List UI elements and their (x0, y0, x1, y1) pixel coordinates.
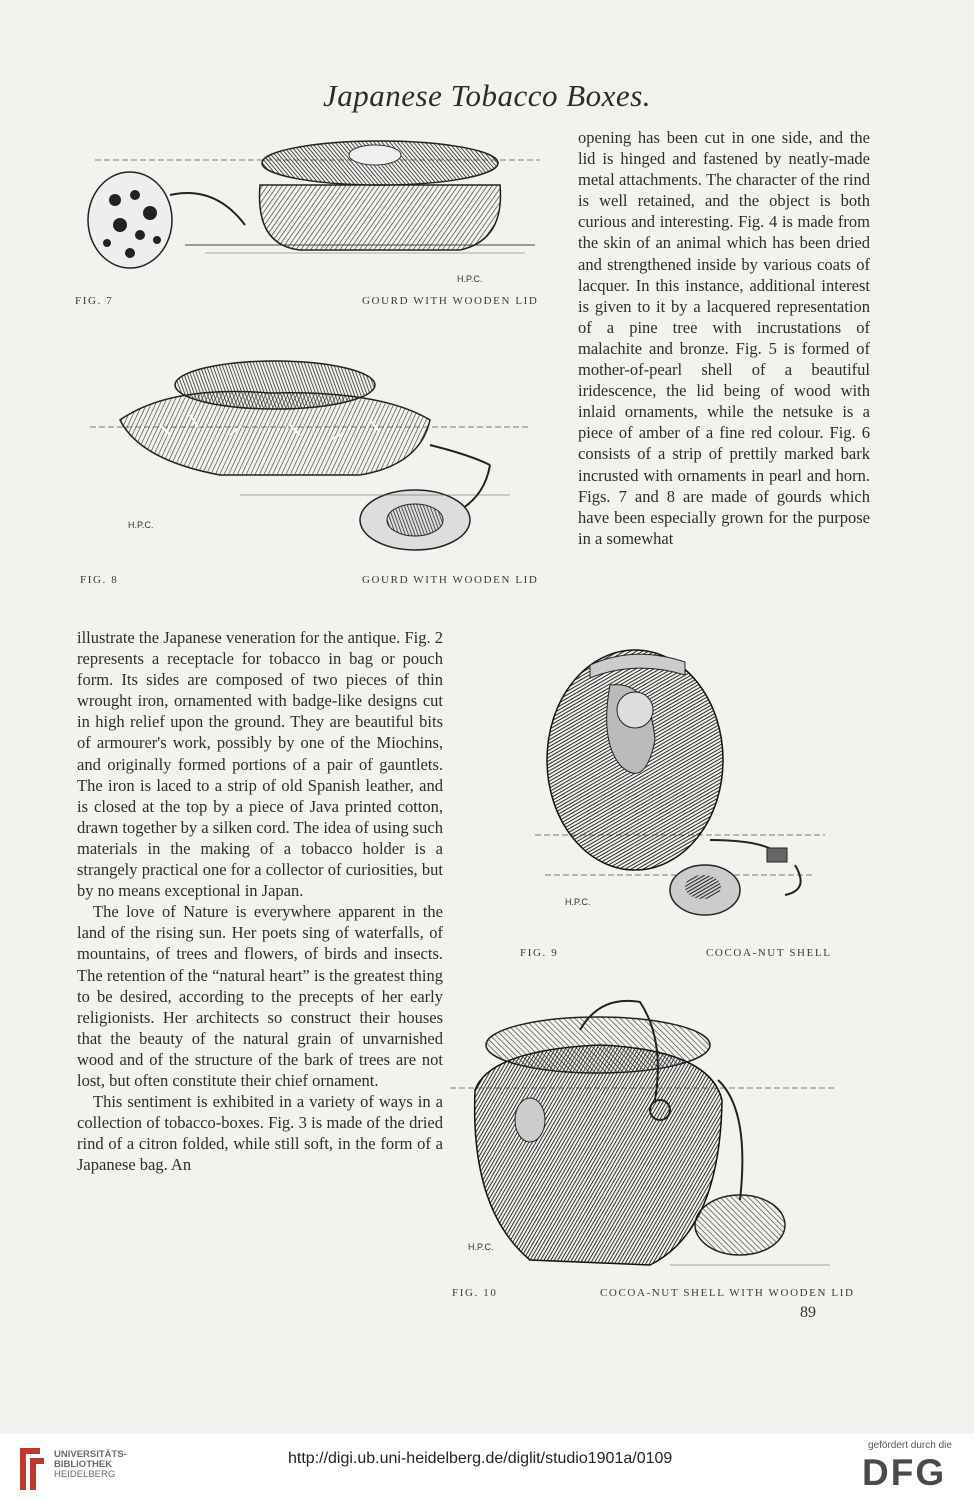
fig-10-artist-initials: H.P.C. (468, 1242, 494, 1252)
fig-7-illustration (85, 125, 545, 285)
fig-9-artist-initials: H.P.C. (565, 897, 591, 907)
library-name-line-3: HEIDELBERG (54, 1469, 116, 1480)
fig-9-caption: COCOA-NUT SHELL (706, 947, 832, 959)
fig-8-illustration (90, 345, 550, 570)
fig-9-label: FIG. 9 (520, 947, 559, 959)
library-logo-icon (10, 1440, 50, 1495)
source-url-link[interactable]: http://digi.ub.uni-heidelberg.de/diglit/studio1901a/0109 (288, 1450, 673, 1467)
dfg-logo: DFG (862, 1452, 947, 1493)
body-paragraph-2: The love of Nature is everywhere apparent in the land of the rising sun. Her poets sing of waterfalls, of mountains, of trees and flowers, of birds and insects. The retention of the “natural heart” is the greatest thing to be desired, according to the precepts of her early religionists. Her architects so construct their houses that the beauty of the natural grain of unvarnished wood and of the structure of the bark of trees are not lost, but often constitute their chief ornament. (77, 902, 443, 1090)
left-text-column (77, 627, 443, 1175)
fig-8-label: FIG. 8 (80, 574, 119, 586)
right-column-paragraph: opening has been cut in one side, and the lid is hinged and fastened by neatly-made metal attachments. The character of the rind is well retained, and the object is both curious and interesting. Fig. 4 is made from the skin of an animal which has been dried and strengthened inside by various coats of lacquer. In this instance, additional interest is given to it by a lacquered representation of a pine tree with incrustations of malachite and bronze. Fig. 5 is formed of mother-of-pearl shell of a beautiful iridescence, the lid being of wood with inlaid ornaments, while the netsuke is a piece of amber of a fine red colour. Fig. 6 consists of a strip of prettily marked bark incrusted with ornaments in pearl and horn. Figs. 7 and 8 are made of gourds which have been especially grown for the purpose in a somewhat (578, 128, 870, 548)
library-name-line-1: UNIVERSITÄTS- (54, 1449, 127, 1460)
fig-10-caption: COCOA-NUT SHELL WITH WOODEN LID (600, 1287, 855, 1299)
funding-label: gefördert durch die (868, 1440, 952, 1451)
fig-8-artist-initials: H.P.C. (128, 520, 154, 530)
right-text-column (578, 127, 870, 549)
library-name (54, 1450, 127, 1480)
page-title: Japanese Tobacco Boxes. (322, 78, 652, 113)
fig-10-illustration (450, 990, 850, 1275)
fig-10-label: FIG. 10 (452, 1287, 498, 1299)
body-paragraph-3: This sentiment is exhibited in a variety of ways in a collection of tobacco-boxes. Fig. 3 is made of the dried rind of a citron folded, while still soft, in the form of a Japanese bag. An (77, 1092, 443, 1175)
library-name-line-2: BIBLIOTHEK (54, 1459, 113, 1470)
fig-7-artist-initials: H.P.C. (457, 274, 483, 284)
fig-8-caption: GOURD WITH WOODEN LID (362, 574, 539, 586)
body-paragraph-1: illustrate the Japanese veneration for the antique. Fig. 2 represents a receptacle for tobacco in bag or pouch form. Its sides are composed of two pieces of thin wrought iron, ornamented with badge-like designs cut in high relief upon the ground. They are beautiful bits of armourer's work, possibly by one of the Miochins, and originally formed portions of a pair of gauntlets. The iron is laced to a strip of old Spanish leather, and is closed at the top by a piece of Java printed cotton, drawn together by a silken cord. The idea of using such materials in the making of a tobacco holder is a strangely practical one for a collector of curiosities, but by no means exceptional in Japan. (77, 628, 443, 901)
digitization-footer (0, 1434, 974, 1502)
fig-9-illustration (535, 640, 835, 920)
page-number: 89 (800, 1304, 816, 1321)
fig-7-caption: GOURD WITH WOODEN LID (362, 295, 539, 307)
fig-7-label: FIG. 7 (75, 295, 114, 307)
